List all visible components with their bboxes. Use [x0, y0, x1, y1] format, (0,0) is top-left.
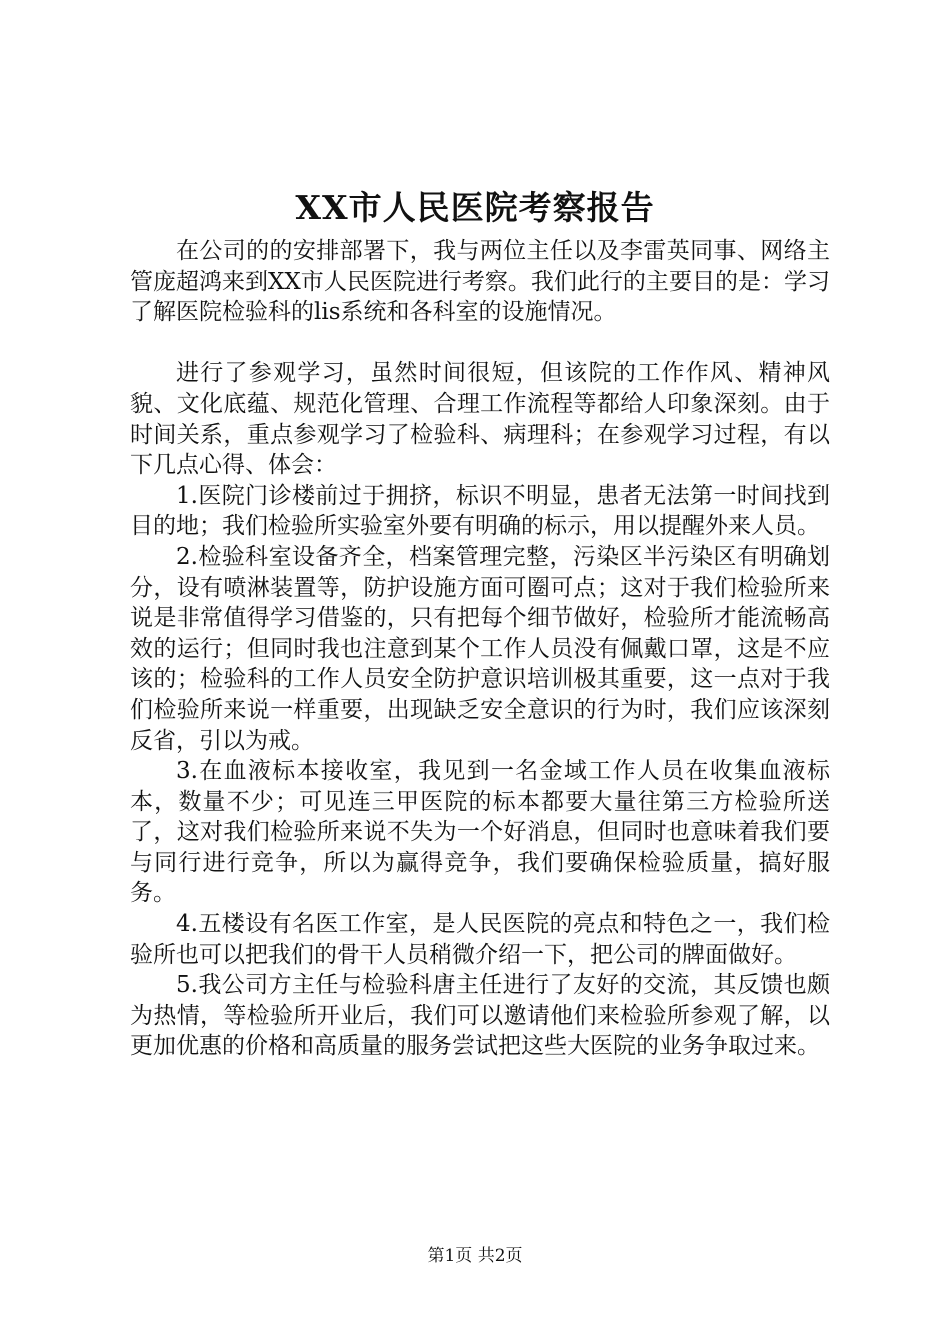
document-body — [130, 236, 830, 1062]
paragraph-point-3: 3.在血液标本接收室，我见到一名金域工作人员在收集血液标本，数量不少；可见连三甲医院的标本都要大量往第三方检验所送了，这对我们检验所来说不失为一个好消息，但同时也意味着我们要与同行进行竞争，所以为赢得竞争，我们要确保检验质量，搞好服务。 — [130, 758, 830, 907]
paragraph-point-4: 4.五楼设有名医工作室，是人民医院的亮点和特色之一，我们检验所也可以把我们的骨干人员稍微介绍一下，把公司的牌面做好。 — [130, 911, 830, 968]
document-title: XX市人民医院考察报告 — [295, 188, 655, 227]
paragraph-intro: 在公司的的安排部署下，我与两位主任以及李雷英同事、网络主管庞超鸿来到XX市人民医院进行考察。我们此行的主要目的是：学习了解医院检验科的lis系统和各科室的设施情况。 — [130, 238, 830, 326]
paragraph-point-1: 1.医院门诊楼前过于拥挤，标识不明显，患者无法第一时间找到目的地；我们检验所实验室外要有明确的标示，用以提醒外来人员。 — [130, 482, 830, 540]
paragraph-overview: 进行了参观学习，虽然时间很短，但该院的工作作风、精神风貌、文化底蕴、规范化管理、合理工作流程等都给人印象深刻。由于时间关系，重点参观学习了检验科、病理科；在参观学习过程，有以下几点心得、体会： — [130, 360, 830, 479]
paragraph-point-5: 5.我公司方主任与检验科唐主任进行了友好的交流，其反馈也颇为热情，等检验所开业后，我们可以邀请他们来检验所参观了解，以更加优惠的价格和高质量的服务尝试把这些大医院的业务争取过来。 — [130, 972, 830, 1060]
paragraph-point-2: 2.检验科室设备齐全，档案管理完整，污染区半污染区有明确划分，设有喷淋装置等，防护设施方面可圈可点；这对于我们检验所来说是非常值得学习借鉴的，只有把每个细节做好，检验所才能流畅高效的运行；但同时我也注意到某个工作人员没有佩戴口罩，这是不应该的；检验科的工作人员安全防护意识培训极其重要，这一点对于我们检验所来说一样重要，出现缺乏安全意识的行为时，我们应该深刻反省，引以为戒。 — [130, 543, 830, 754]
page-footer: 第1页 共2页 — [427, 1246, 523, 1266]
